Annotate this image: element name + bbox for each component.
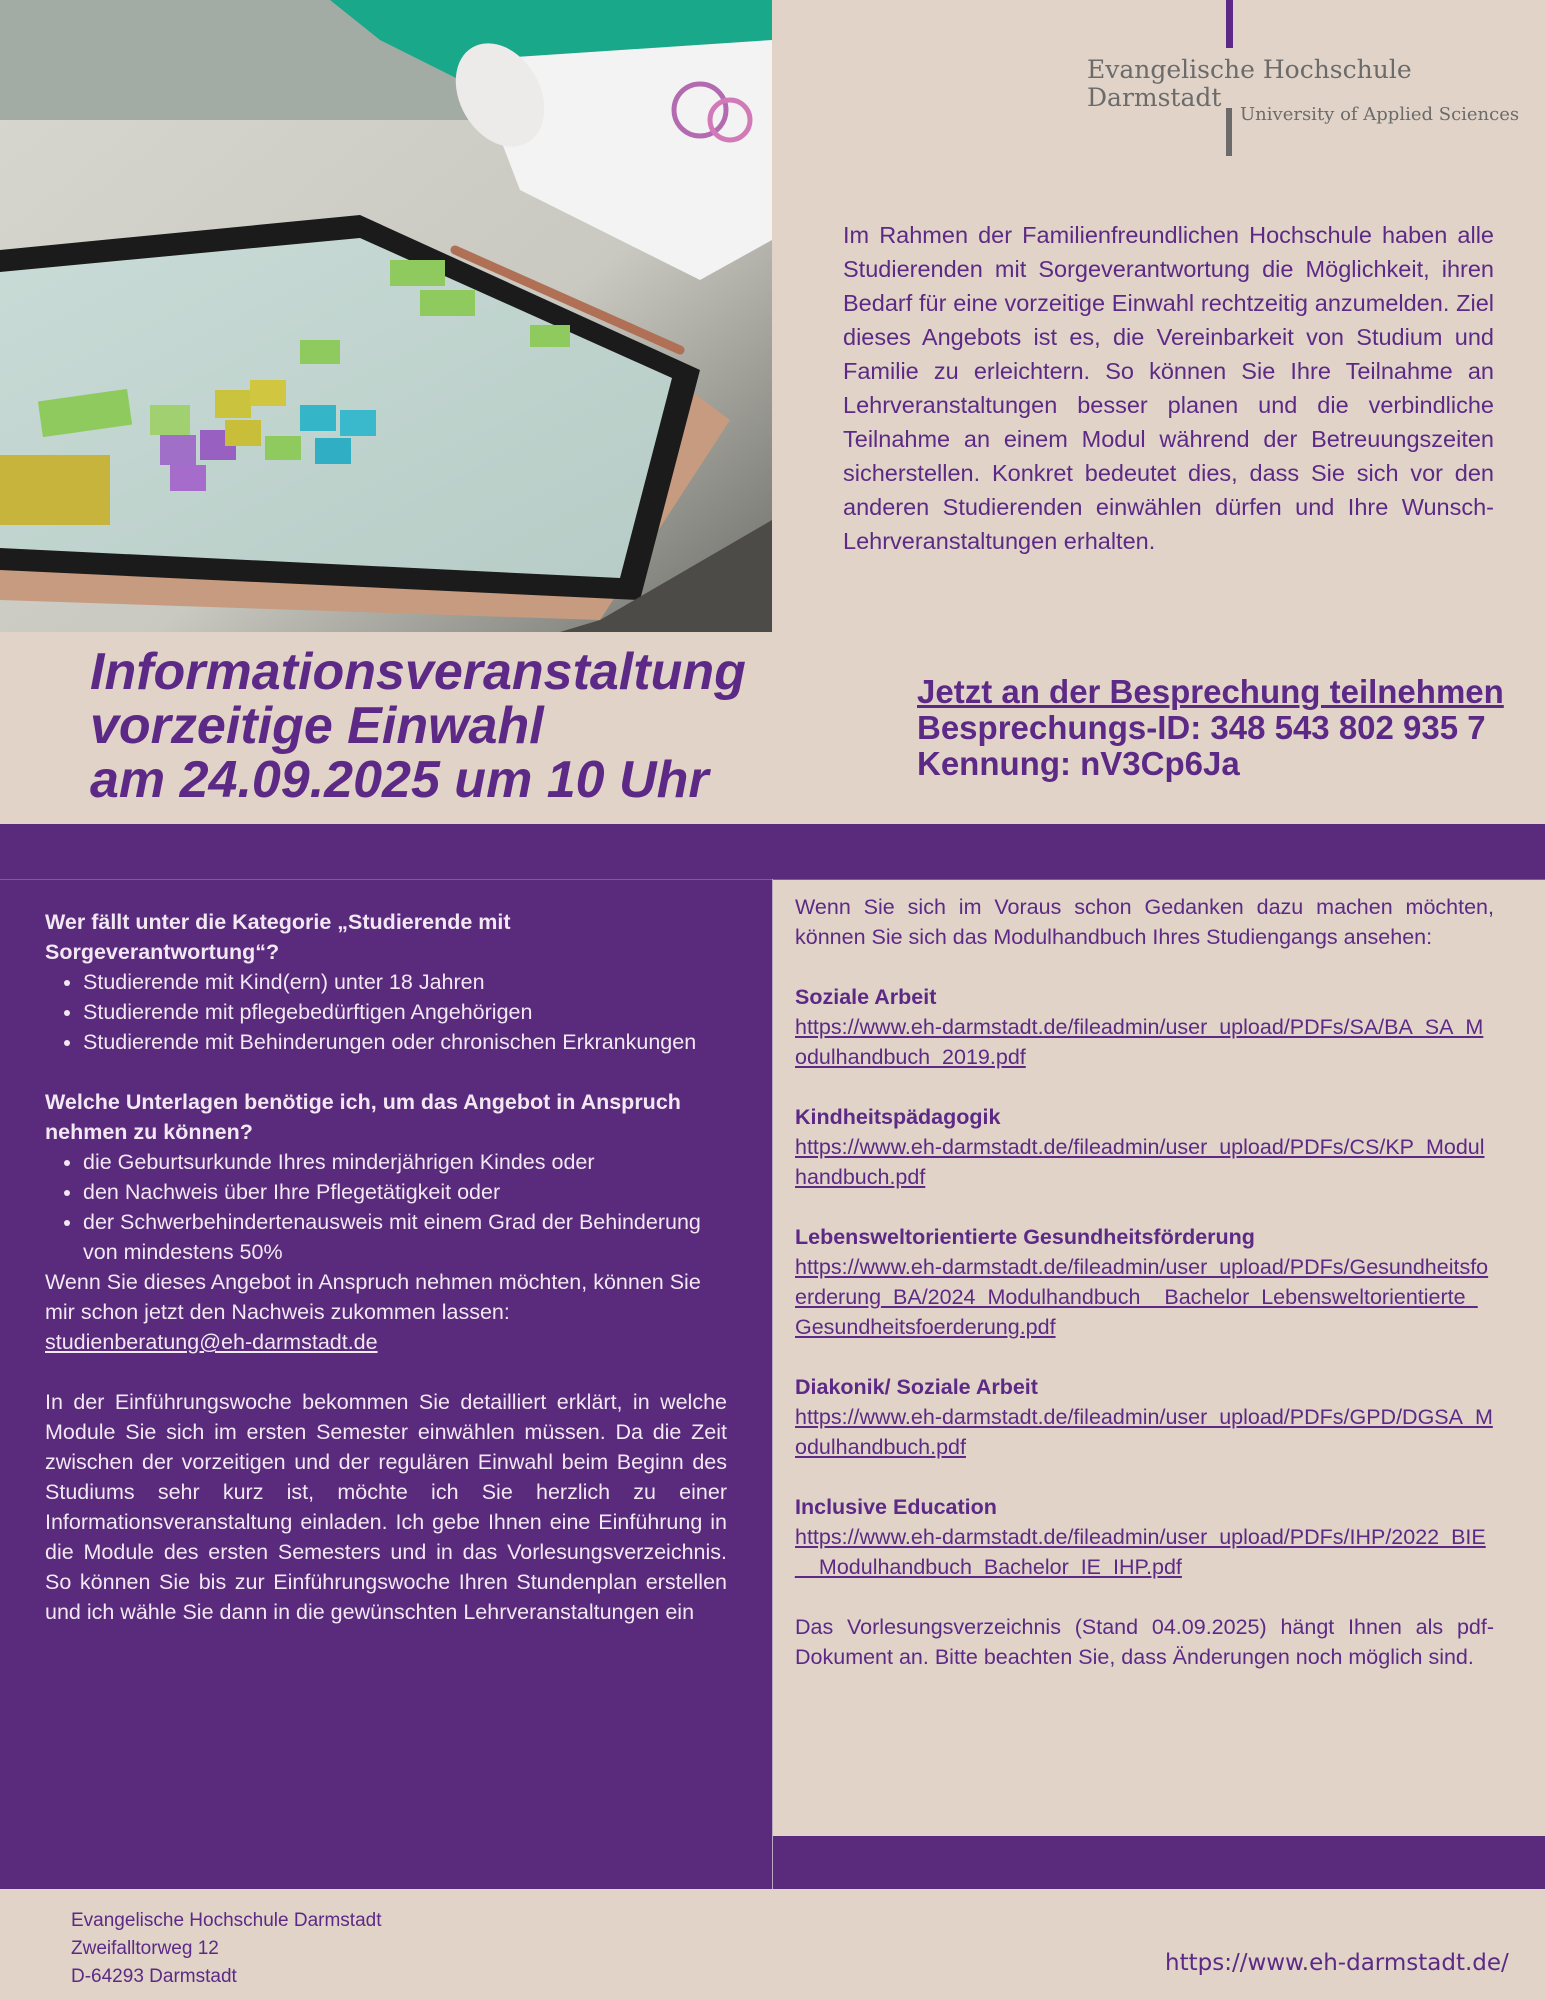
footer-address xyxy=(71,1907,382,1991)
meeting-id: Besprechungs-ID: 348 543 802 935 7 xyxy=(917,709,1486,746)
purple-band xyxy=(0,824,1545,879)
footer-city: D-64293 Darmstadt xyxy=(71,1966,237,1987)
closing-paragraph: Das Vorlesungsverzeichnis (Stand 04.09.2025) hängt Ihnen als pdf-Dokument an. Bitte beachten Sie, dass Änderungen noch möglich sind. xyxy=(795,1615,1494,1669)
question-1-list xyxy=(45,967,727,1057)
event-title-line1: Informationsveranstaltung xyxy=(90,643,746,701)
tablet-photo xyxy=(0,0,772,632)
program-link-soziale-arbeit[interactable]: https://www.eh-darmstadt.de/fileadmin/user_upload/PDFs/SA/BA_SA_Modulhandbuch_2019.pdf xyxy=(795,1015,1484,1069)
list-item: • Studierende mit Behinderungen oder chronischen Erkrankungen xyxy=(83,1027,727,1057)
logo-subtitle: University of Applied Sciences xyxy=(1240,104,1520,125)
question-1: Wer fällt unter die Kategorie „Studierende mit Sorgeverantwortung“? xyxy=(45,910,511,964)
email-link[interactable]: studienberatung@eh-darmstadt.de xyxy=(45,1330,378,1354)
question-2: Welche Unterlagen benötige ich, um das Angebot in Anspruch nehmen zu können? xyxy=(45,1090,681,1144)
left-column xyxy=(45,907,727,1627)
program-link-gesundheitsfoerderung[interactable]: https://www.eh-darmstadt.de/fileadmin/user_upload/PDFs/Gesundheitsfoerderung_BA/2024_Modulhandbuch__Bachelor_Lebensweltorientierte_Gesundheitsfoerderung.pdf xyxy=(795,1255,1489,1339)
event-title-line3: am 24.09.2025 um 10 Uhr xyxy=(90,751,709,809)
program-link-kindheitspaedagogik[interactable]: https://www.eh-darmstadt.de/fileadmin/user_upload/PDFs/CS/KP_Modulhandbuch.pdf xyxy=(795,1135,1485,1189)
logo-bar-top xyxy=(1226,0,1233,48)
footer-website[interactable]: https://www.eh-darmstadt.de/ xyxy=(1165,1950,1509,1976)
logo-text-line1: Evangelische Hochschule xyxy=(1087,55,1412,84)
program-link-inclusive-education[interactable]: https://www.eh-darmstadt.de/fileadmin/user_upload/PDFs/IHP/2022_BIE__Modulhandbuch_Bachelor_IE_IHP.pdf xyxy=(795,1525,1486,1579)
right-column xyxy=(795,892,1494,1672)
question-2-list xyxy=(45,1147,727,1267)
list-item: • Studierende mit Kind(ern) unter 18 Jahren xyxy=(83,967,727,997)
list-item: • Studierende mit pflegebedürftigen Angehörigen xyxy=(83,997,727,1027)
event-title xyxy=(90,645,746,807)
meeting-passcode: Kennung: nV3Cp6Ja xyxy=(917,745,1240,782)
program-title-diakonik: Diakonik/ Soziale Arbeit xyxy=(795,1375,1038,1399)
program-link-diakonik[interactable]: https://www.eh-darmstadt.de/fileadmin/user_upload/PDFs/GPD/DGSA_Modulhandbuch.pdf xyxy=(795,1405,1493,1459)
meeting-info xyxy=(917,674,1504,782)
list-item: • die Geburtsurkunde Ihres minderjährigen Kindes oder xyxy=(83,1147,727,1177)
footer-name: Evangelische Hochschule Darmstadt xyxy=(71,1910,382,1931)
join-meeting-link[interactable]: Jetzt an der Besprechung teilnehmen xyxy=(917,673,1504,710)
logo-text-line2: Darmstadt xyxy=(1087,83,1222,112)
program-title-inclusive-education: Inclusive Education xyxy=(795,1495,997,1519)
list-item: • den Nachweis über Ihre Pflegetätigkeit oder xyxy=(83,1177,727,1207)
program-title-kindheitspaedagogik: Kindheitspädagogik xyxy=(795,1105,1001,1129)
intro-paragraph: Im Rahmen der Familienfreundlichen Hochschule haben alle Studierenden mit Sorgeverantwortung die Möglichkeit, ihren Bedarf für eine vorzeitige Einwahl rechtzeitig anzumelden. Ziel dieses Angebots ist es, die Vereinbarkeit von Studium und Familie zu erleichtern. So können Sie Ihre Teilnahme an Lehrveranstaltungen besser planen und die verbindliche Teilnahme an einem Modul während der Betreuungszeiten sicherstellen. Konkret bedeutet dies, dass Sie sich vor den anderen Studierenden einwählen dürfen und Ihre Wunsch-Lehrveranstaltungen erhalten. xyxy=(843,222,1494,554)
event-title-line2: vorzeitige Einwahl xyxy=(90,697,544,755)
logo-bar-bottom xyxy=(1226,108,1232,156)
list-item: • der Schwerbehindertenausweis mit einem Grad der Behinderung von mindestens 50% xyxy=(83,1207,727,1267)
divider-vertical xyxy=(772,879,773,1889)
footer-street: Zweifalltorweg 12 xyxy=(71,1938,219,1959)
program-title-gesundheitsfoerderung: Lebensweltorientierte Gesundheitsförderung xyxy=(795,1225,1255,1249)
info-paragraph: In der Einführungswoche bekommen Sie detailliert erklärt, in welche Module Sie sich im ersten Semester einwählen müssen. Da die Zeit zwischen der vorzeitigen und der regulären Einwahl beim Beginn des Studiums sehr kurz ist, möchte ich Sie herzlich zu einer Informationsveranstaltung einladen. Ich gebe Ihnen eine Einführung in die Module des ersten Semesters und in das Vorlesungsverzeichnis. So können Sie bis zur Einführungswoche Ihren Stundenplan erstellen und ich wähle Sie dann in die gewünschten Lehrveranstaltungen ein xyxy=(45,1390,727,1624)
right-bottom-band xyxy=(773,1836,1545,1889)
submit-text: Wenn Sie dieses Angebot in Anspruch nehmen möchten, können Sie mir schon jetzt den Nachweis zukommen lassen: xyxy=(45,1270,701,1324)
program-title-soziale-arbeit: Soziale Arbeit xyxy=(795,985,937,1009)
modulhandbuch-intro: Wenn Sie sich im Voraus schon Gedanken dazu machen möchten, können Sie sich das Modulhandbuch Ihres Studiengangs ansehen: xyxy=(795,895,1494,949)
